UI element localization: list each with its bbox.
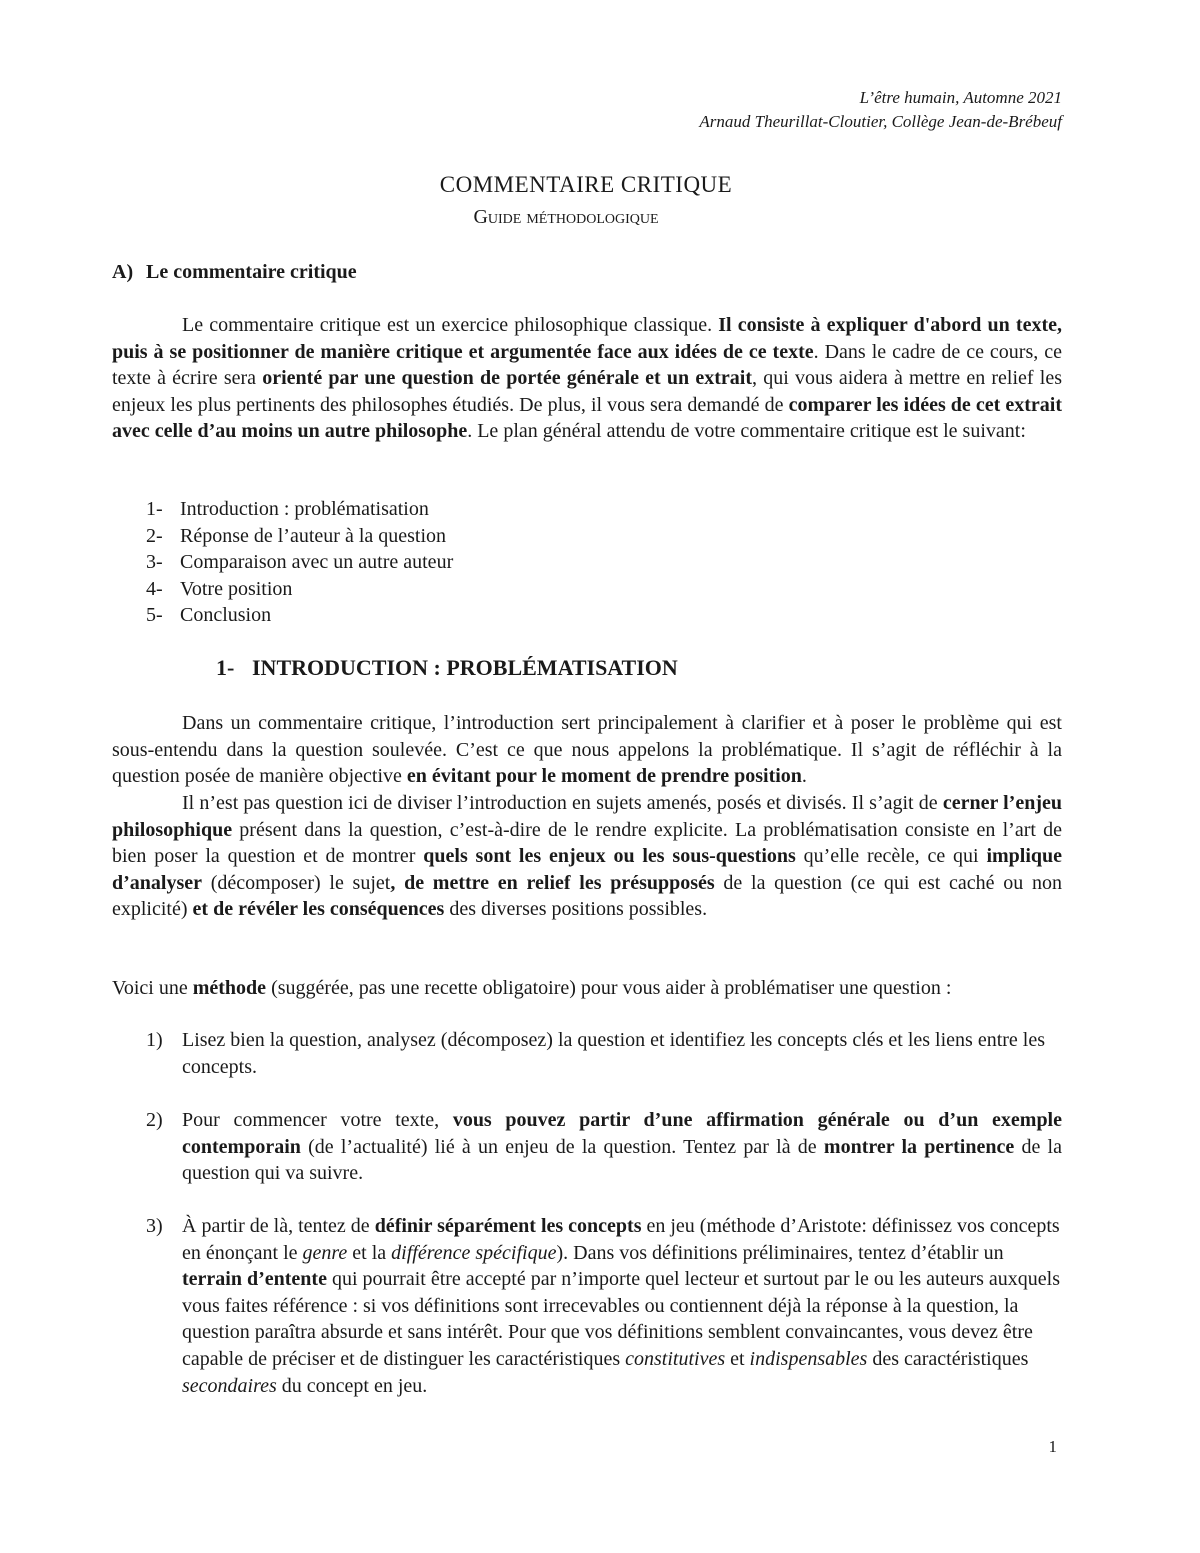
section-a-heading: [112, 259, 1062, 286]
section-a-number: A): [112, 261, 134, 283]
introduction-paragraph-2: Il n’est pas question ici de diviser l’introduction en sujets amenés, posés et divisés. Il s’agit de cerner l’enjeu philosophique présent dans la question, c’est-à-dire de le rendre explicite. La problématisation consiste en l’art de bien poser la question et de montrer quels sont les enjeux ou les sous-questions qu’elle recèle, ce qui implique d’analyser (décomposer) le sujet, de mettre en relief les présupposés de la question (ce qui est caché ou non explicité) et de révéler les conséquences des diverses positions possibles.: [112, 792, 1063, 921]
method-step-2: [146, 1107, 1062, 1187]
section-1-title: INTRODUCTION : PROBLÉMATISATION: [252, 655, 678, 680]
method-step-3: [146, 1213, 1062, 1399]
step-text: Pour commencer votre texte, vous pouvez partir d’une affirmation générale ou d’un exemple contemporain (de l’actualité) lié à un enjeu de la question. Tentez par là de montrer la pertinence de la question qui va suivre.: [182, 1109, 1062, 1185]
list-item: 2- Réponse de l’auteur à la question: [146, 524, 447, 547]
introduction-paragraph-1: Dans un commentaire critique, l’introduction sert principalement à clarifier et à poser le problème qui est sous-entendu dans la question soulevée. C’est ce que nous appelons la problématique. Il s’agit de réfléchir à la question posée de manière objective en évitant pour le moment de prendre position.: [112, 712, 1062, 788]
step-text: Lisez bien la question, analysez (décomposez) la question et identifiez les concepts clés et les liens entre les concepts.: [182, 1029, 1046, 1078]
page-number: 1: [1048, 1437, 1057, 1456]
document-title: COMMENTAIRE CRITIQUE: [439, 172, 733, 197]
step-number: 2): [146, 1109, 163, 1131]
document-subtitle: Guide méthodologique: [473, 206, 659, 228]
header-course: L’être humain, Automne 2021: [859, 88, 1062, 107]
step-number: 1): [146, 1029, 163, 1051]
list-item: 1- Introduction : problématisation: [146, 498, 429, 520]
step-text: À partir de là, tentez de définir séparément les concepts en jeu (méthode d’Aristote: définissez vos concepts en énonçant le genre et la différence spécifique). Dans vos définitions préliminaires, tentez d’établir un terrain d’entente qui pourrait être accepté par n’importe quel lecteur et surtout par le ou les auteurs auxquels vous faites référence : si vos définitions sont irrecevables ou contiennent déjà la réponse à la question, la question paraîtra absurde et sans intérêt. Pour que vos définitions semblent convaincantes, vous devez être capable de préciser et de distinguer les caractéristiques constitutives et indispensables des caractéristiques secondaires du concept en jeu.: [182, 1215, 1060, 1397]
page-header: [699, 86, 1062, 134]
header-author: Arnaud Theurillat-Cloutier, Collège Jean-de-Brébeuf: [699, 112, 1062, 131]
method-intro-paragraph: Voici une méthode (suggérée, pas une recette obligatoire) pour vous aider à problématiser une question :: [112, 977, 952, 999]
intro-paragraph: Le commentaire critique est un exercice philosophique classique. Il consiste à expliquer d'abord un texte, puis à se positionner de manière critique et argumentée face aux idées de ce texte. Dans le cadre de ce cours, ce texte à écrire sera orienté par une question de portée générale et un extrait, qui vous aidera à mettre en relief les enjeux les plus pertinents des philosophes étudiés. De plus, il vous sera demandé de comparer les idées de cet extrait avec celle d’au moins un autre philosophe. Le plan général attendu de votre commentaire critique est le suivant:: [112, 314, 1063, 443]
section-a-title: Le commentaire critique: [146, 261, 357, 283]
method-step-1: [146, 1027, 1062, 1080]
plan-list: [112, 496, 1062, 629]
list-item: 5- Conclusion: [146, 604, 272, 627]
step-number: 3): [146, 1215, 163, 1237]
section-1-heading: [216, 655, 678, 681]
list-item: 3- Comparaison avec un autre auteur: [146, 551, 454, 574]
section-1-number: 1-: [216, 655, 235, 680]
list-item: 4- Votre position: [146, 577, 293, 600]
